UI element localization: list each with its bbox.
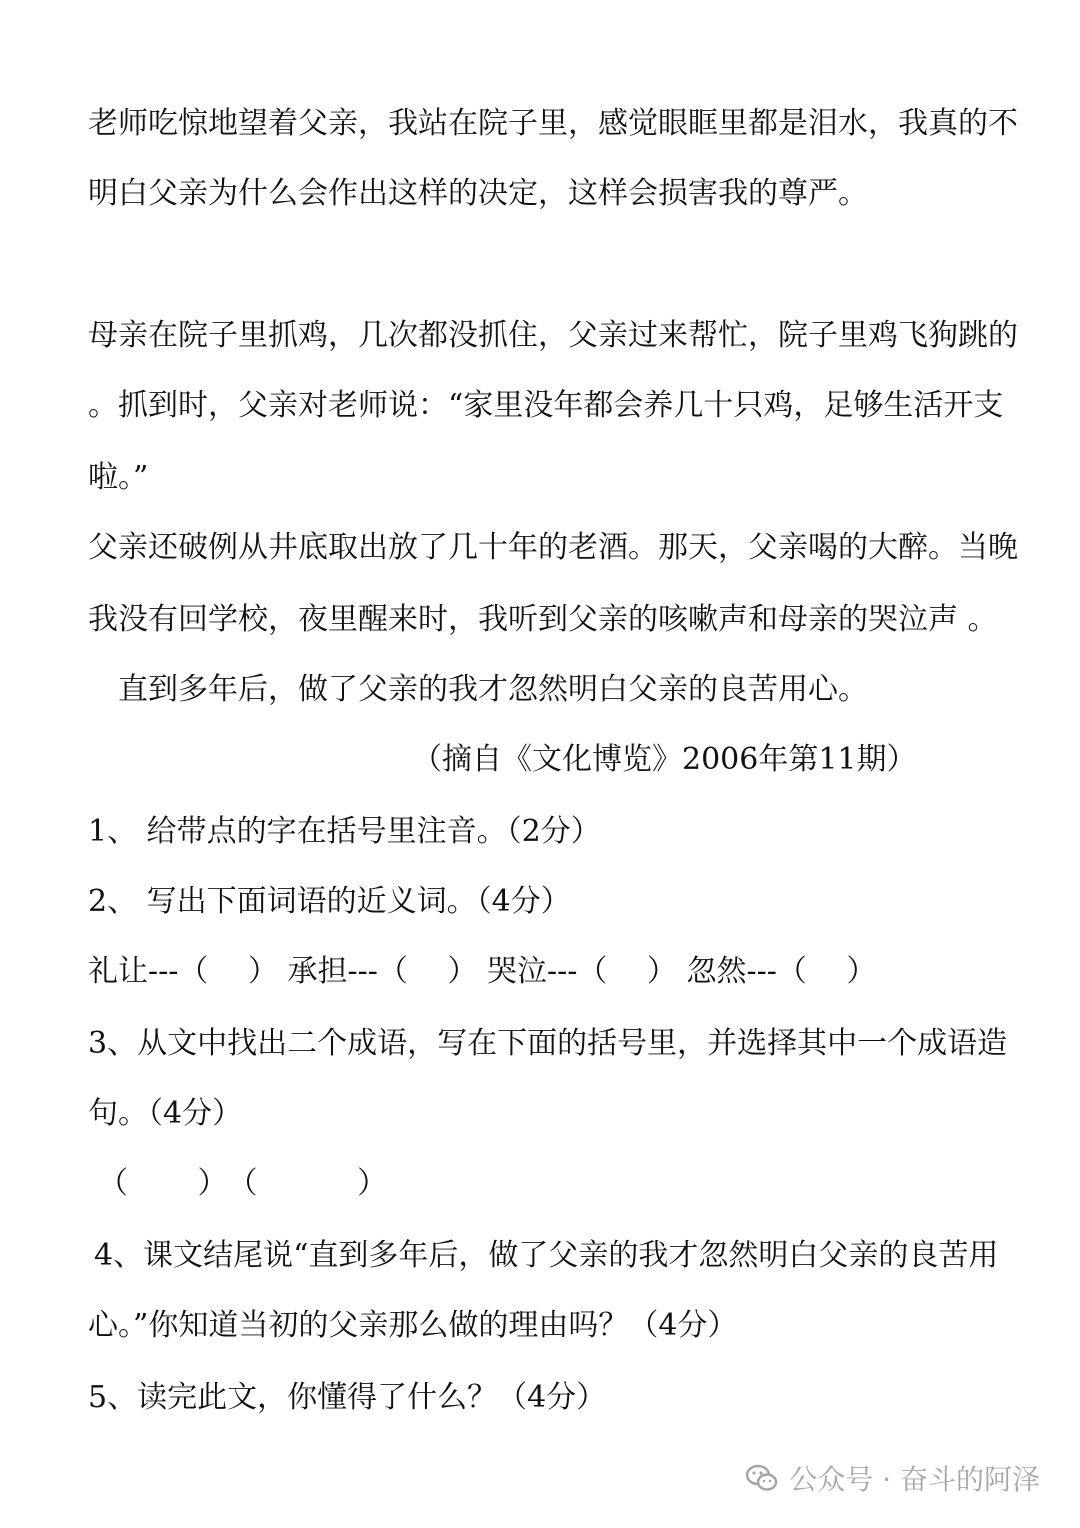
passage-line: 我没有回学校，夜里醒来时，我听到父亲的咳嗽声和母亲的哭泣声 。 (88, 602, 998, 637)
question-1: 1、 给带点的字在括号里注音。（2分） (88, 814, 601, 849)
question-2: 2、 写出下面词语的近义词。（4分） (88, 884, 571, 919)
source-citation: （摘自《文化博览》2006年第11期） (412, 742, 917, 777)
passage-line: 明白父亲为什么会作出这样的决定，这样会损害我的尊严。 (88, 176, 868, 211)
watermark (745, 1458, 1040, 1498)
wechat-icon (745, 1463, 779, 1493)
passage-line: 父亲还破例从井底取出放了几十年的老酒。那天，父亲喝的大醉。当晚 (88, 530, 1018, 565)
watermark-text: 公众号 · 奋斗的阿泽 (789, 1463, 1040, 1496)
question-4-cont: 心。”你知道当初的父亲那么做的理由吗？（4分） (88, 1308, 738, 1343)
passage-line: 母亲在院子里抓鸡，几次都没抓住，父亲过来帮忙，院子里鸡飞狗跳的 (88, 318, 1018, 353)
passage-line: 。抓到时，父亲对老师说：“家里没年都会养几十只鸡，足够生活开支 (88, 388, 1004, 423)
question-3-cont: 句。（4分） (88, 1096, 243, 1131)
question-2-words: 礼让---（ ） 承担---（ ） 哭泣---（ ） 忽然---（ ） (88, 954, 877, 989)
question-5: 5、读完此文，你懂得了什么？（4分） (88, 1380, 607, 1415)
question-3: 3、从文中找出二个成语，写在下面的括号里，并选择其中一个成语造 (88, 1026, 1008, 1061)
passage-line: 啦。” (88, 460, 149, 495)
passage-line: 直到多年后，做了父亲的我才忽然明白父亲的良苦用心。 (118, 672, 868, 707)
question-3-blanks: （ ） （ ） (98, 1166, 388, 1201)
passage-line: 老师吃惊地望着父亲，我站在院子里，感觉眼眶里都是泪水，我真的不 (88, 106, 1018, 141)
question-4: 4、课文结尾说“直到多年后，做了父亲的我才忽然明白父亲的良苦用 (94, 1238, 999, 1273)
